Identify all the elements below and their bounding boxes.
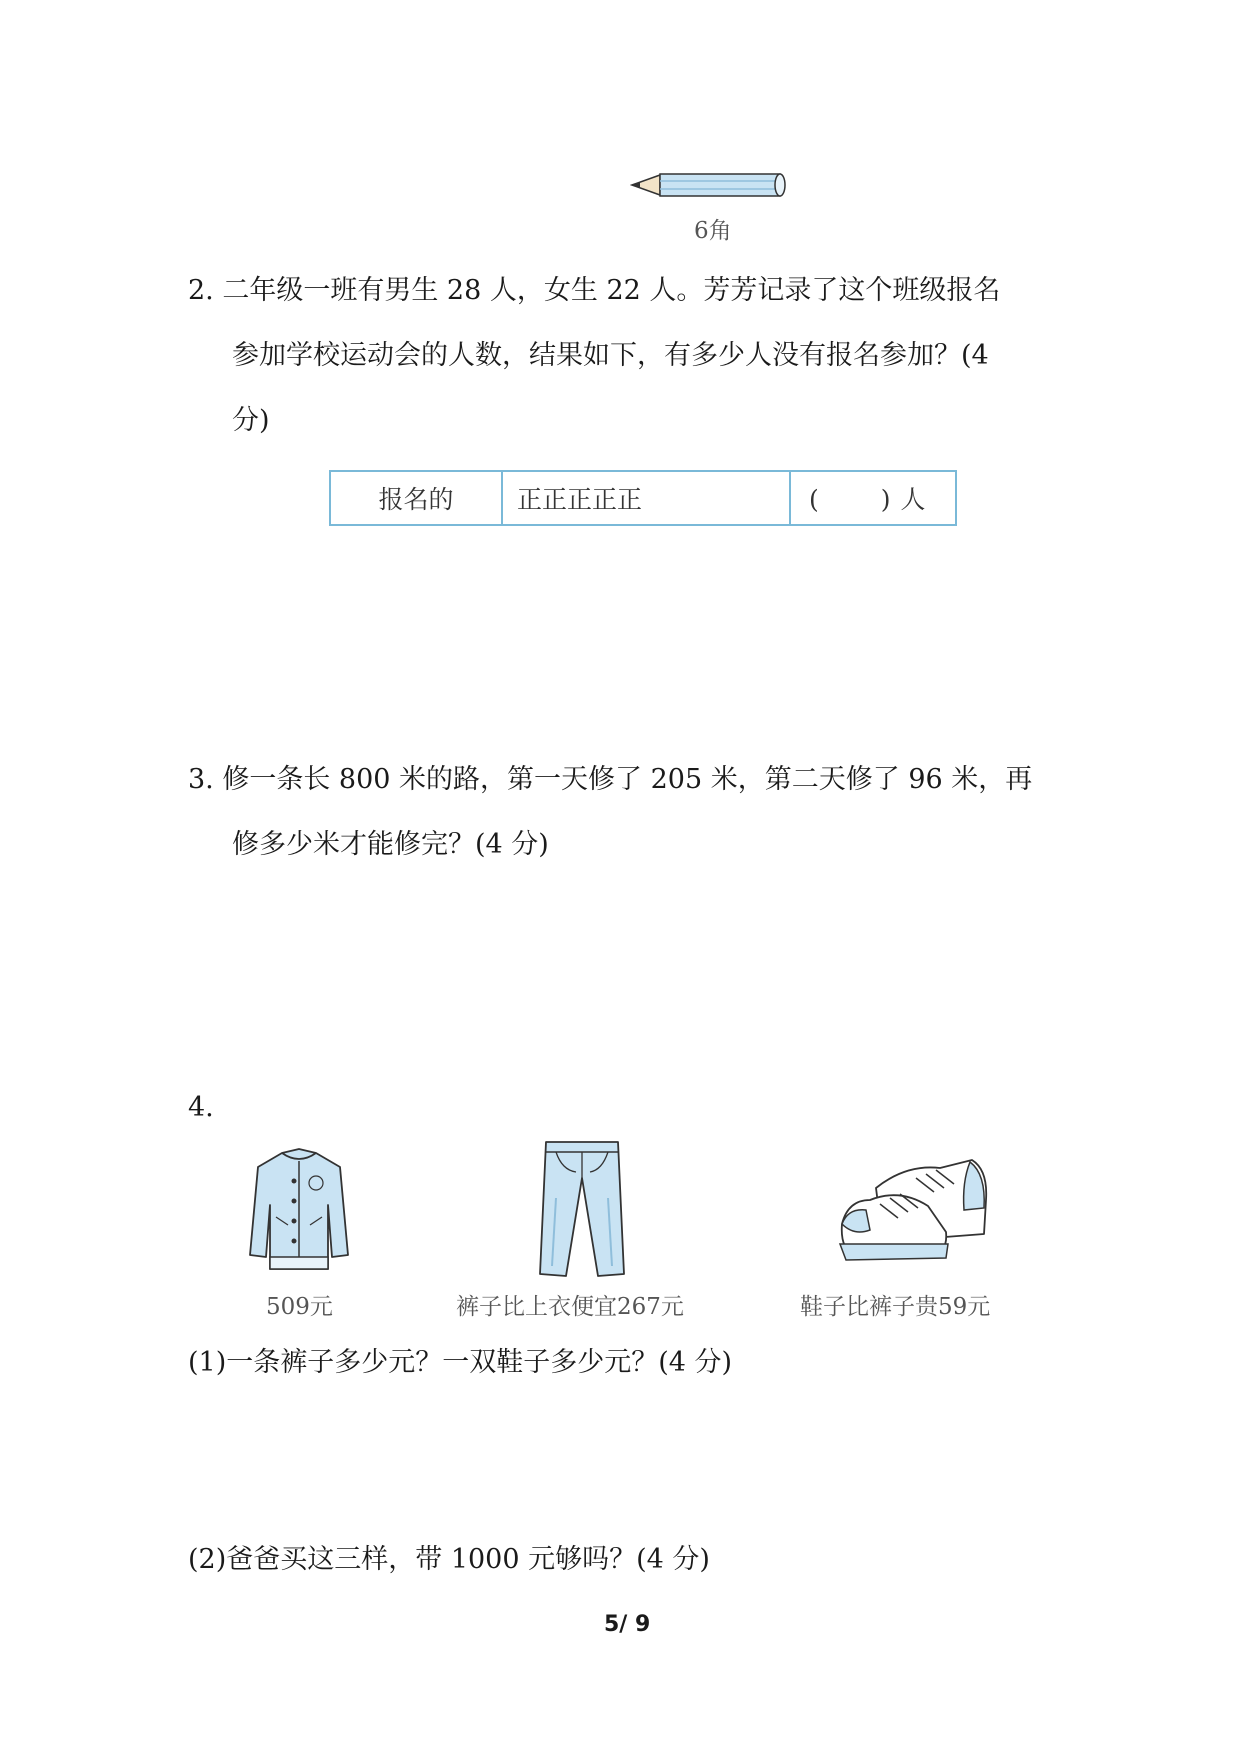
pencil-image (630, 168, 790, 202)
q4-sub1: (1)一条裤子多少元？一双鞋子多少元？(4 分) (188, 1347, 733, 1378)
q3-line2: 修多少米才能修完？(4 分) (232, 829, 549, 860)
pencil-price: 6角 (694, 218, 732, 244)
table-tally: 正正正正正 (503, 472, 791, 524)
q3-line1: 3. 修一条长 800 米的路，第一天修了 205 米，第二天修了 96 米，再 (188, 764, 1033, 795)
page-number: 5/ 9 (604, 1612, 651, 1637)
shoes-caption: 鞋子比裤子贵59元 (800, 1294, 991, 1320)
q2-line3: 分) (232, 405, 270, 436)
pants-image (532, 1138, 628, 1278)
q4-number: 4. (188, 1092, 214, 1123)
q2-line2: 参加学校运动会的人数，结果如下，有多少人没有报名参加？(4 (232, 340, 989, 371)
table-label: 报名的 (331, 472, 503, 524)
jacket-image (244, 1145, 354, 1275)
pants-caption: 裤子比上衣便宜267元 (456, 1294, 684, 1320)
registration-table (329, 470, 957, 526)
q4-sub2: (2)爸爸买这三样，带 1000 元够吗？(4 分) (188, 1544, 710, 1575)
table-answer-blank[interactable]: ( ) 人 (809, 485, 927, 514)
shoes-image (836, 1148, 994, 1266)
q2-line1: 2. 二年级一班有男生 28 人，女生 22 人。芳芳记录了这个班级报名 (188, 275, 1001, 306)
jacket-caption: 509元 (266, 1294, 333, 1320)
